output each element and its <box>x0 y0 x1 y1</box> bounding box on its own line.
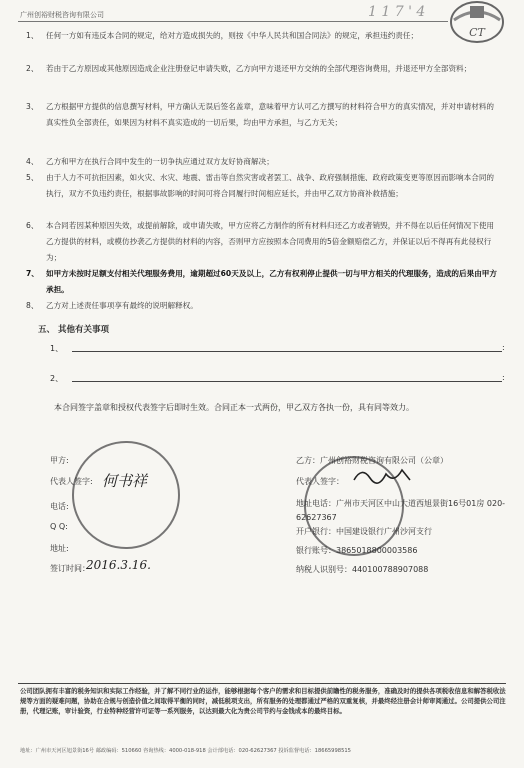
blank-colon: : <box>502 343 505 352</box>
party-a-sign-time-label: 签订时间： <box>50 564 90 573</box>
party-b-rep-label: 代表人签字： <box>296 477 344 486</box>
clause-number: 5、 <box>26 173 39 182</box>
clause-number: 6、 <box>26 221 39 230</box>
party-b-bank: 开户银行：中国建设银行广州沙河支行 <box>296 527 432 536</box>
party-a-phone-label: 电话: <box>50 502 69 511</box>
sign-time-value: 2016.3.16. <box>86 558 151 572</box>
clause-text: 乙方和甲方在执行合同中发生的一切争执应通过双方友好协商解决； <box>46 157 274 166</box>
clause-4 <box>26 154 498 170</box>
party-a-address-label: 地址: <box>50 544 69 553</box>
clause-text: 如甲方未按时足额支付相关代理服务费用，逾期超过60天及以上，乙方有权利停止提供一切与甲方相关的代理服务，造成的后果由甲方承担。 <box>46 269 497 294</box>
clause-number: 1、 <box>26 31 39 40</box>
header-divider <box>18 21 448 22</box>
footer-divider <box>18 683 506 684</box>
company-header: 广州创裕财税咨询有限公司 <box>20 11 104 19</box>
blank-line-number: 1、 <box>50 344 64 353</box>
clause-3 <box>26 99 498 131</box>
blank-line-2 <box>50 373 505 384</box>
clause-text: 由于人力不可抗拒因素，如火灾、水灾、地震、雷击等自然灾害或者罢工、战争、政府强制措施、政府政策变更等原因而影响本合同的执行，双方不负违约责任，根据事故影响的时间可将合同履行时间相应延长，并由甲乙双方协商补救措施； <box>46 173 495 198</box>
party-a-seal <box>72 441 180 549</box>
clause-text: 若由于乙方原因或其他原因造成企业注册登记申请失败，乙方向甲方退还甲方交纳的全部代理咨询费用，并退还甲方全部资料； <box>46 64 472 73</box>
clause-2 <box>26 61 498 77</box>
party-b-label: 乙方：广州创裕财税咨询有限公司（公章） <box>296 456 448 465</box>
footer-contact: 地址：广州市天河区旭景街16号 邮政编码：510660 咨询热线：4000-018-918 会计部电话：020-62627367 投诉监督电话：18665998515 <box>20 748 351 754</box>
blank-line-1 <box>50 343 505 354</box>
clause-text: 乙方根据甲方提供的信息撰写材料，甲方确认无误后签名盖章，意味着甲方认可乙方撰写的材料符合甲方的真实情况，并对申请材料的真实性负全部责任，如果因为材料不真实造成的一切后果，均由甲方承担，与乙方无关； <box>46 102 495 127</box>
clause-number: 3、 <box>26 102 39 111</box>
party-b-account: 银行账号：3865018800003586 <box>296 546 418 555</box>
clause-text: 本合同若因某种原因失效，或提前解除，或申请失败，甲方应将乙方制作的所有材料归还乙方或者销毁，并不得在以后任何情况下使用乙方提供的材料，或模仿抄袭乙方提供的材料的内容，否则甲方应按照本合同费用的5倍金额赔偿乙方，并保证以后不得再有此侵权行为； <box>46 221 495 262</box>
clause-8 <box>26 298 498 314</box>
party-a-label: 甲方: <box>50 456 69 465</box>
blank-underline <box>72 351 502 352</box>
clause-text: 乙方对上述责任事项享有最终的说明解释权。 <box>46 301 198 310</box>
party-b-tax-id: 纳税人识别号：440100788907088 <box>296 565 429 574</box>
clause-1 <box>26 28 498 44</box>
party-a-qq-label: Q Q: <box>50 522 68 531</box>
party-b-address-phone: 地址电话：广州市天河区中山大道西旭景街16号01房 020-62627367 <box>296 499 506 522</box>
party-a-signature: 何书祥 <box>102 472 148 490</box>
section-title: 五、 其他有关事项 <box>38 325 109 335</box>
clause-number: 8、 <box>26 301 39 310</box>
blank-line-number: 2、 <box>50 374 64 383</box>
party-b-signature-icon <box>350 462 420 488</box>
blank-underline <box>72 381 502 382</box>
party-a-rep-label: 代表人签字: <box>50 477 93 486</box>
clause-6 <box>26 218 498 266</box>
clause-number: 4、 <box>26 157 39 166</box>
effect-note: 本合同签字盖章和授权代表签字后即时生效。合同正本一式两份，甲乙双方各执一份，具有同等效力。 <box>54 403 414 412</box>
clause-number: 2、 <box>26 64 39 73</box>
blank-colon: : <box>502 373 505 382</box>
clause-7 <box>26 266 498 298</box>
handwritten-reference: 1 1 7 ' 4 <box>368 4 426 20</box>
clause-number: 7、 <box>26 269 39 278</box>
svg-text:CT: CT <box>469 26 485 39</box>
clause-text: 任何一方如有违反本合同的规定，给对方造成损失的，则按《中华人民共和国合同法》的规定，承担违约责任； <box>46 31 419 40</box>
footer-paragraph: 公司团队拥有丰富的税务知识和实际工作经验，并了解不同行业的运作，能够根据每个客户的需求和目标提供前瞻性的税务服务，准确及时的提供各项税收信息和解答税收法规等方面的疑难问题，协助在合规与创造价值之间取得平衡的同时，减低税项支出，所有服务的处理都通过严格的双重复核，并最终经注册会计师审阅通过。公司提供公司注册，代理记账，审计验资，行业特种经营许可证等一系列服务，以达到最大化为贵公司节约与金钱成本的最终目标。 <box>20 687 506 715</box>
clause-5 <box>26 170 498 202</box>
